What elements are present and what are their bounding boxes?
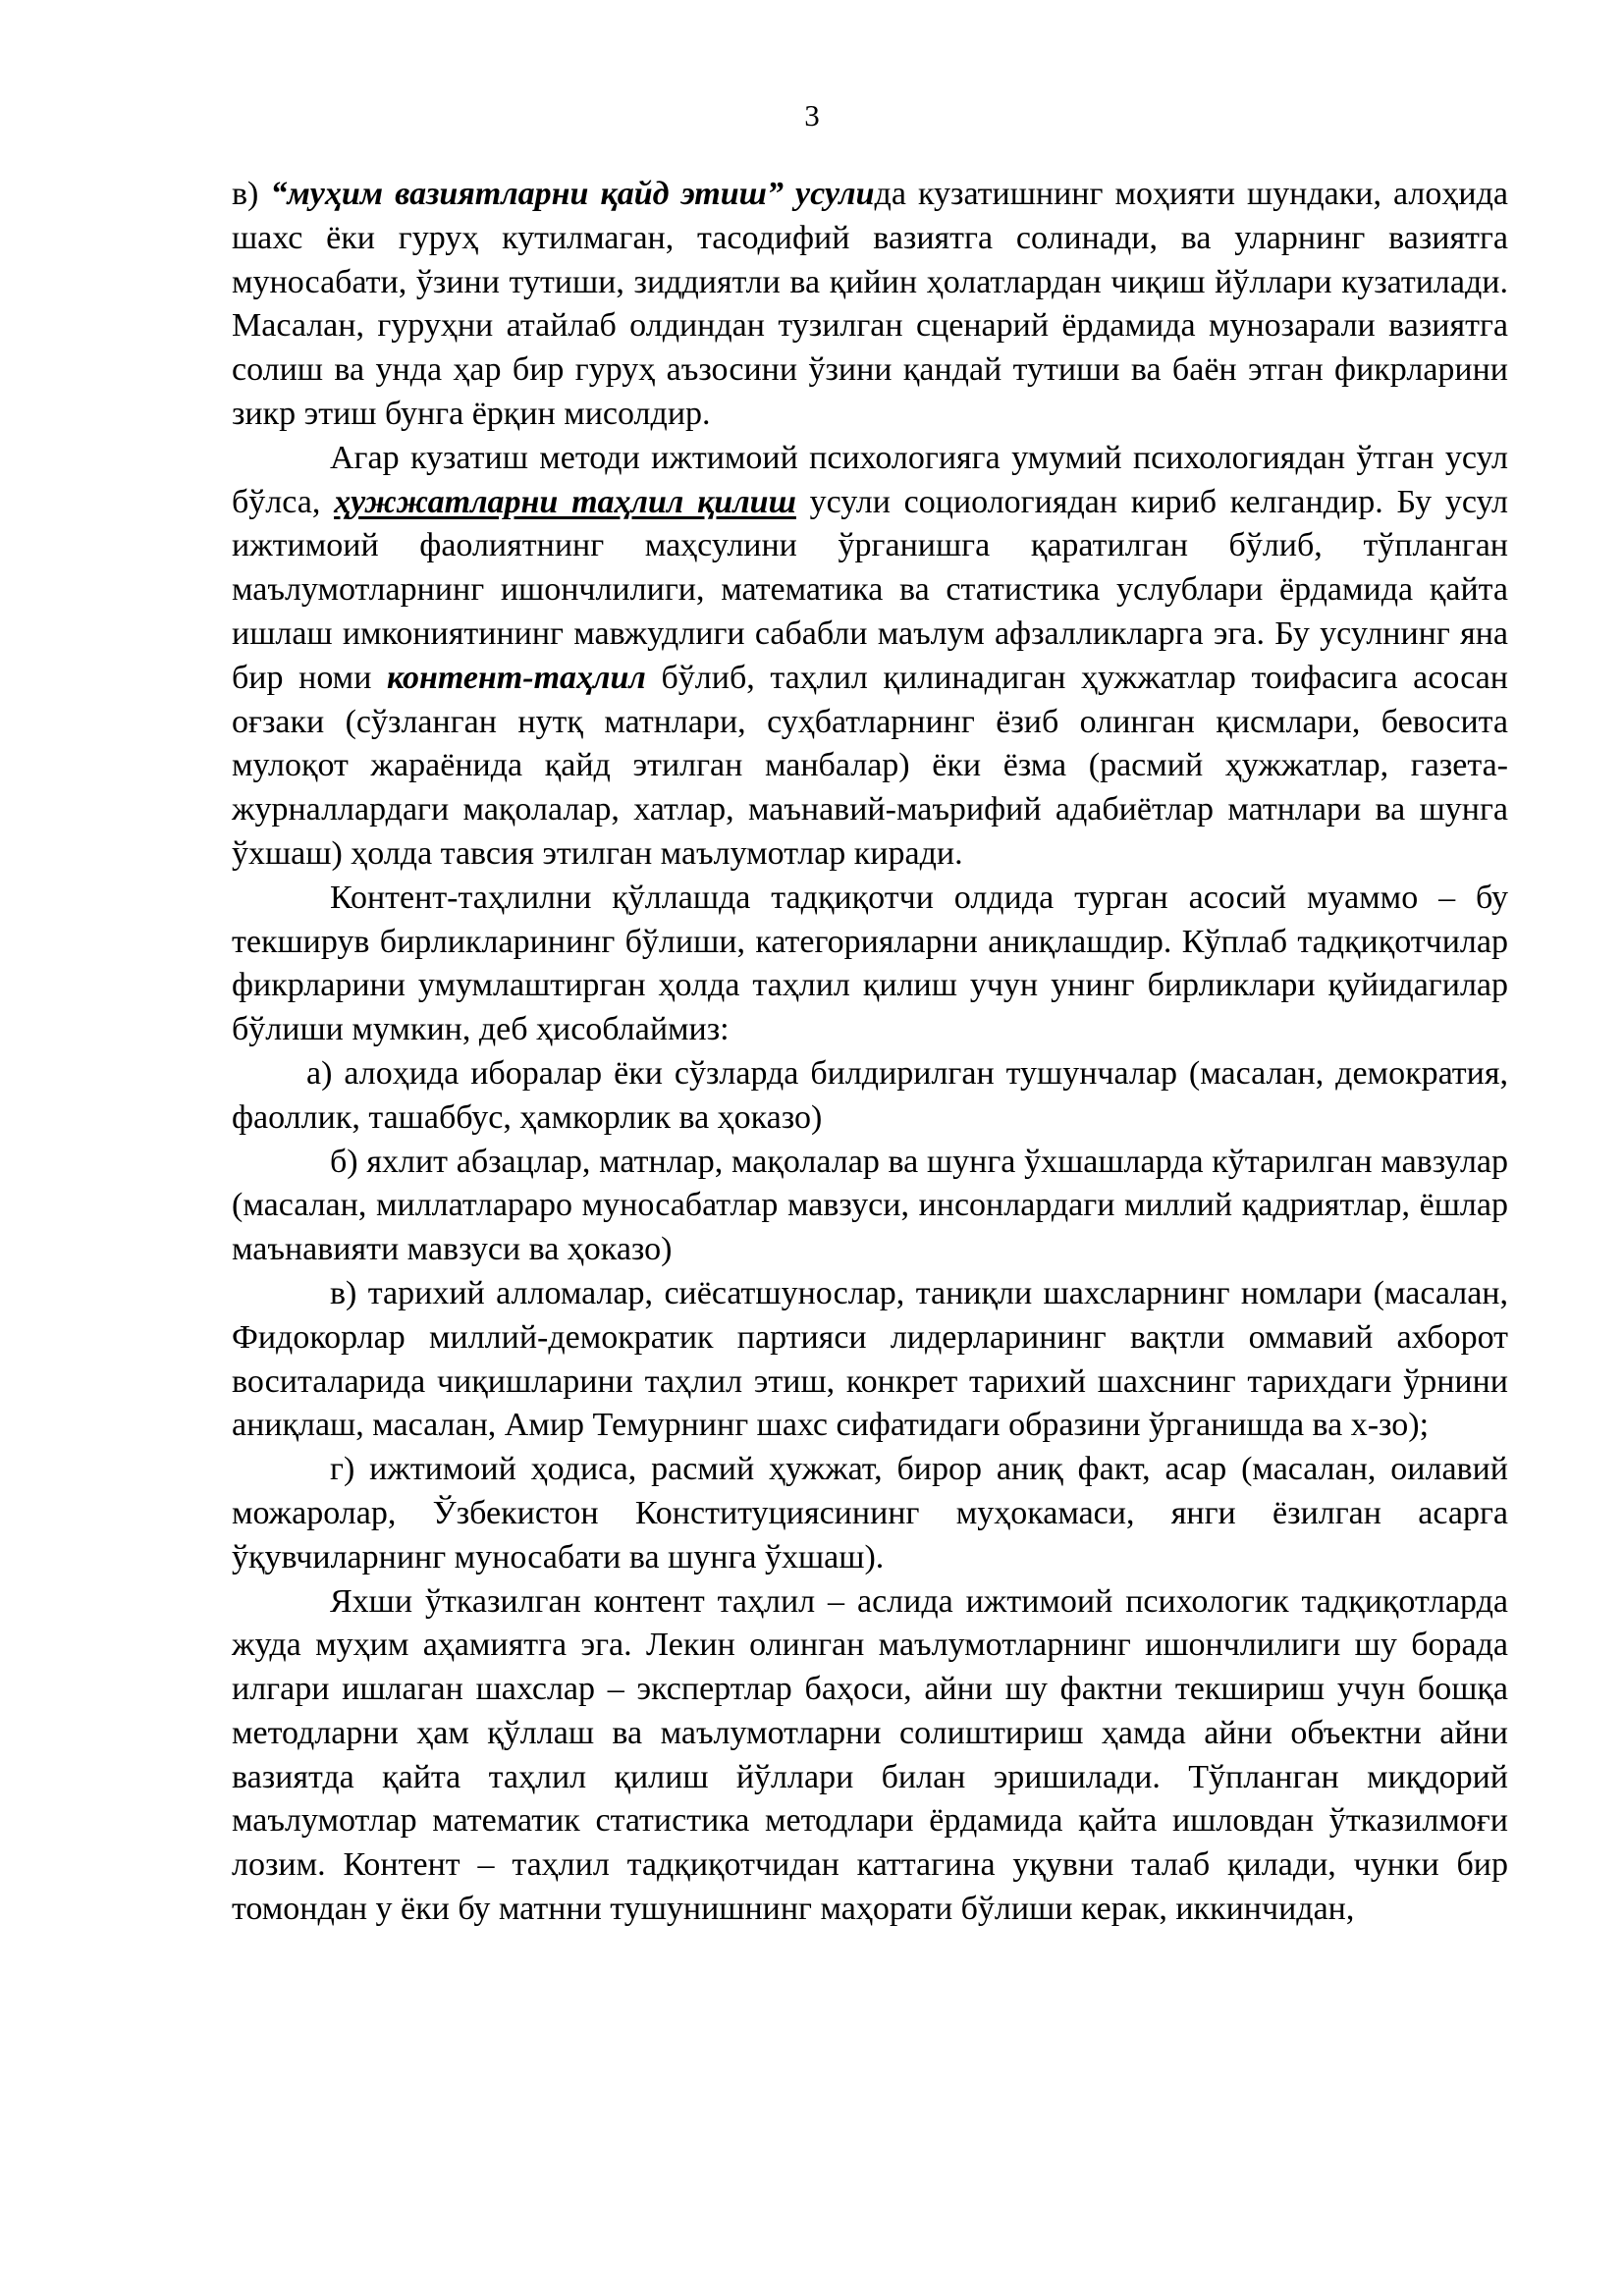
paragraph-critical-situations-method (232, 173, 1508, 437)
emphasized-term: “муҳим вазиятларни қайд этиш” усули (270, 176, 875, 212)
list-item-a: а) алоҳида иборалар ёки сўзларда билдирилган тушунчалар (масалан, демократия, фаоллик, ташаббус, ҳамкорлик ва ҳоказо) (232, 1054, 1508, 1136)
page-number: 3 (804, 98, 820, 133)
paragraph-text: Агар кузатиш методи ижтимоий психологияга умумий психологиядан ўтган усул бўлса, (232, 439, 1508, 520)
list-item-b: б) яхлит абзацлар, матнлар, мақолалар ва шунга ўхшашларда кўтарилган мавзулар (масалан, миллатлараро муносабатлар мавзуси, инсонлардаги миллий қадриятлар, ёшлар маънавияти мавзуси ва ҳоказо) (232, 1143, 1508, 1268)
paragraph-text: усули социологиядан кириб келгандир. Бу усул ижтимоий фаолиятнинг маҳсулини ўрганишга қаратилган бўлиб, тўпланган маълумотларнинг ишончлилиги, математика ва статистика услублари ёрдамида қайта ишлаш имкониятининг мавжудлиги сабабли маълум афзалликларга эга. Бу усулнинг яна бир номи (232, 483, 1508, 696)
list-item-v: в) тарихий алломалар, сиёсатшунослар, таниқли шахсларнинг номлари (масалан, Фидокорлар миллий-демократик партияси лидерларининг вақтли оммавий ахборот воситаларида чиқишларини таҳлил этиш, конкрет тарихий шахснинг тарихдаги ўрнини аниқлаш, масалан, Амир Темурнинг шахс сифатидаги образини ўрганишда ва х-зо); (232, 1274, 1508, 1444)
list-marker: в) (232, 176, 271, 212)
emphasized-term: ҳужжатларни таҳлил қилиш (334, 483, 796, 520)
paragraph-document-analysis (232, 437, 1508, 877)
emphasized-term: контент-таҳлил (387, 659, 646, 696)
paragraph-text: да кузатишнинг моҳияти шундаки, алоҳида шахс ёки гуруҳ кутилмаган, тасодифий вазиятга солинади, ва уларнинг вазиятга муносабати, ўзини тутиши, зиддиятли ва қийин ҳолатлардан чиқиш йўллари кузатилади. Масалан, гуруҳни атайлаб олдиндан тузилган сценарий ёрдамида мунозарали вазиятга солиш ва унда ҳар бир гуруҳ аъзосини ўзини қандай тутиши ва баён этган фикрларини зикр этиш бунга ёрқин мисолдир. (232, 176, 1508, 432)
list-item-g: г) ижтимоий ҳодиса, расмий ҳужжат, бирор аниқ факт, асар (масалан, оилавий можаролар, Ўзбекистон Конституциясининг муҳокамаси, янги ёзилган асарга ўқувчиларнинг муносабати ва шунга ўхшаш). (232, 1451, 1508, 1575)
paragraph-content-analysis-problem: Контент-таҳлилни қўллашда тадқиқотчи олдида турган асосий муаммо – бу текширув бирликларининг бўлиши, категорияларни аниқлашдир. Кўплаб тадқиқотчилар фикрларини умумлаштирган ҳолда таҳлил қилиш учун унинг бирликлари қуйидагилар бўлиши мумкин, деб ҳисоблаймиз: (232, 879, 1508, 1048)
paragraph-content-analysis-importance: Яхши ўтказилган контент таҳлил – аслида ижтимоий психологик тадқиқотларда жуда муҳим аҳамиятга эга. Лекин олинган маълумотларнинг ишончлилиги шу борада илгари ишлаган шахслар – экспертлар баҳоси, айни шу фактни текшириш учун бошқа методларни ҳам қўллаш ва маълумотларни солиштириш ҳамда айни объектни айни вазиятда қайта таҳлил қилиш йўллари билан эришилади. Тўпланган миқдорий маълумотлар математик статистика методлари ёрдамида қайта ишловдан ўтказилмоғи лозим. Контент – таҳлил тадқиқотчидан каттагина уқувни талаб қилади, чунки бир томондан у ёки бу матнни тушунишнинг маҳорати бўлиши керак, иккинчидан, (232, 1582, 1508, 1928)
document-body (232, 173, 1508, 1932)
paragraph-text: бўлиб, таҳлил қилинадиган ҳужжатлар тоифасига асосан оғзаки (сўзланган нутқ матнлари, суҳбатларнинг ёзиб олинган қисмлари, бевосита мулоқот жараёнида қайд этилган манбалар) ёки ёзма (расмий ҳужжатлар, газета-журналлардаги мақолалар, хатлар, маънавий-маърифий адабиётлар матнлари ва шунга ўхшаш) ҳолда тавсия этилган маълумотлар киради. (232, 659, 1508, 872)
